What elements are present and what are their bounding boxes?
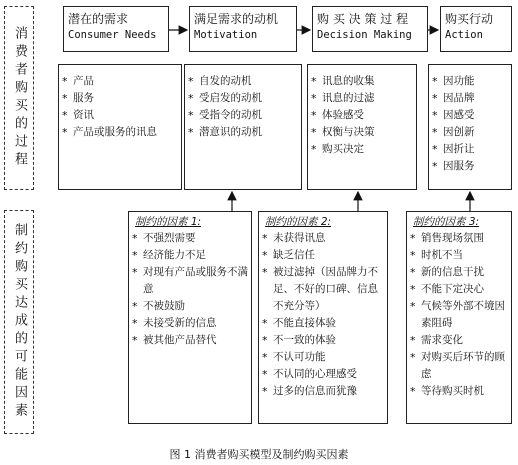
list-item: * 销售现场氛围 bbox=[407, 230, 511, 247]
list-item: * 讯息的收集 bbox=[308, 73, 416, 90]
list-item: * 未接受新的信息 bbox=[129, 315, 251, 332]
stage-title: 购 买 决 策 过 程 bbox=[317, 12, 409, 26]
list-item: * 产品或服务的讯息 bbox=[59, 124, 181, 141]
list-item: * 服务 bbox=[59, 90, 181, 107]
side-label-factors-text: 制约购买达成的可能因素 bbox=[12, 223, 27, 421]
list-item: * 体验感受 bbox=[308, 107, 416, 124]
factor-title: 制约的因素 2: bbox=[265, 216, 332, 228]
figure-caption: 图 1 消费者购买模型及制约购买因素 bbox=[169, 448, 349, 461]
list-item: * 因功能 bbox=[429, 73, 511, 90]
list-item: * 被其他产品替代 bbox=[129, 332, 251, 349]
list-item: * 对现有产品或服务不满意 bbox=[129, 264, 251, 298]
list-item: * 因创新 bbox=[429, 124, 511, 141]
list-item: * 过多的信息而犹豫 bbox=[259, 383, 387, 400]
list-item: * 潜意识的动机 bbox=[185, 124, 301, 141]
list-item: * 因品牌 bbox=[429, 90, 511, 107]
list-item: * 不能直接体验 bbox=[259, 315, 387, 332]
stage-title-en: Action bbox=[445, 29, 483, 41]
list-item: * 需求变化 bbox=[407, 332, 511, 349]
list-item: * 等待购买时机 bbox=[407, 383, 511, 400]
list-item: * 不认同的心理感受 bbox=[259, 366, 387, 383]
list-item: * 受启发的动机 bbox=[185, 90, 301, 107]
stage-title: 潜在的需求 bbox=[68, 12, 129, 26]
list-item: * 受指令的动机 bbox=[185, 107, 301, 124]
list-item: * 不强烈需要 bbox=[129, 230, 251, 247]
list-item: * 不认可功能 bbox=[259, 349, 387, 366]
stage-title-en: Motivation bbox=[194, 29, 258, 41]
list-item: * 自发的动机 bbox=[185, 73, 301, 90]
list-item: * 不能下定决心 bbox=[407, 281, 511, 298]
list-item: * 资讯 bbox=[59, 107, 181, 124]
list-item: * 因服务 bbox=[429, 158, 511, 175]
list-item: * 被过滤掉（因品牌力不足、不好的口碑、信息不充分等） bbox=[259, 264, 387, 315]
list-item: * 新的信息干扰 bbox=[407, 264, 511, 281]
list-item: * 不一致的体验 bbox=[259, 332, 387, 349]
factor-title: 制约的因素 3: bbox=[413, 216, 480, 228]
list-item: * 因折让 bbox=[429, 141, 511, 158]
list-item: * 讯息的过滤 bbox=[308, 90, 416, 107]
list-item: * 气候等外部不境因素阻碍 bbox=[407, 298, 511, 332]
list-item: * 购买决定 bbox=[308, 141, 416, 158]
factor-title: 制约的因素 1: bbox=[135, 216, 202, 228]
stage-title: 满足需求的动机 bbox=[194, 12, 279, 26]
list-item: * 产品 bbox=[59, 73, 181, 90]
list-item: * 经济能力不足 bbox=[129, 247, 251, 264]
list-item: * 时机不当 bbox=[407, 247, 511, 264]
list-item: * 权衡与决策 bbox=[308, 124, 416, 141]
stage-title: 购买行动 bbox=[445, 12, 494, 26]
list-item: * 缺乏信任 bbox=[259, 247, 387, 264]
list-item: * 因感受 bbox=[429, 107, 511, 124]
list-item: * 对购买后环节的顾虑 bbox=[407, 349, 511, 383]
stage-title-en: Consumer Needs bbox=[68, 29, 157, 41]
stage-title-en: Decision Making bbox=[317, 29, 412, 41]
list-item: * 不被鼓励 bbox=[129, 298, 251, 315]
list-item: * 未获得讯息 bbox=[259, 230, 387, 247]
side-label-process-text: 消费者购买的过程 bbox=[12, 26, 27, 170]
